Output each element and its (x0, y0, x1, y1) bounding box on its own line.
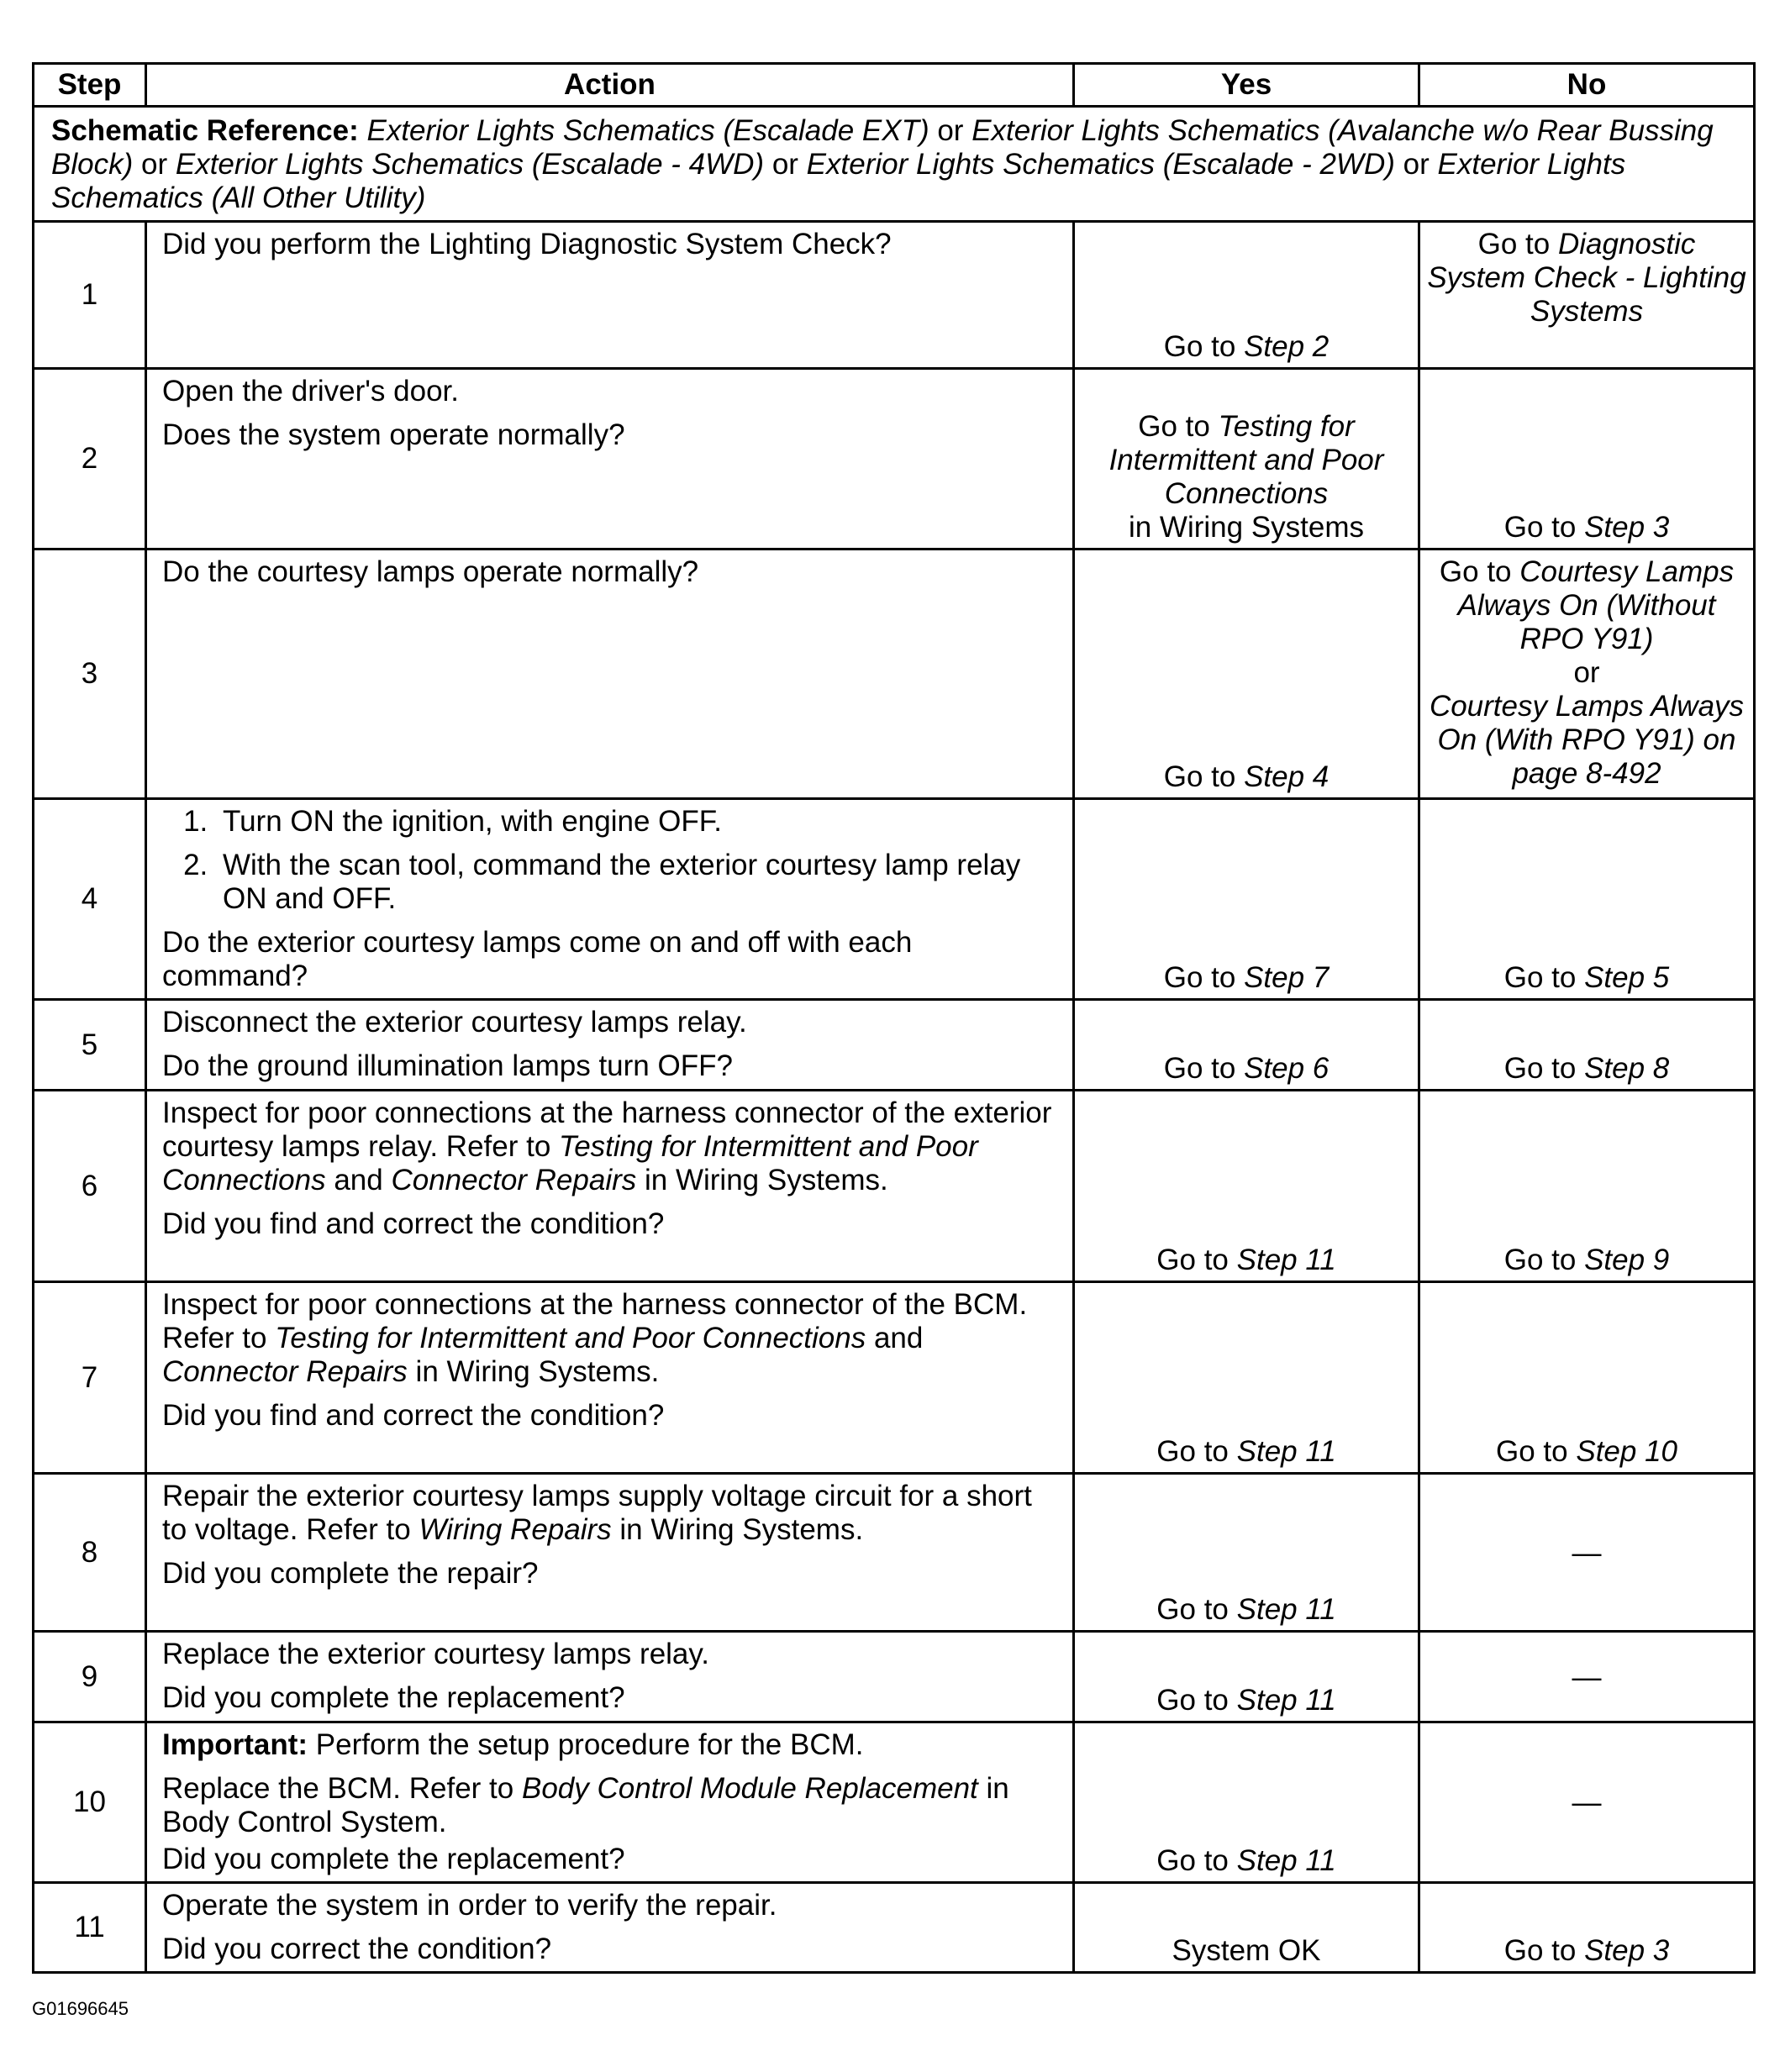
reference-link[interactable]: Testing for Intermittent and Poor Connections (275, 1322, 866, 1354)
goto-text: Go to (1163, 330, 1236, 363)
step-number: 3 (34, 550, 146, 799)
step-row-5 (34, 1000, 1755, 1091)
step-row-8 (34, 1474, 1755, 1632)
no-cell: — (1419, 1722, 1755, 1883)
no-link[interactable]: Diagnostic System Check - Lighting Systems (1427, 228, 1746, 328)
goto-text: Go to (1156, 1593, 1229, 1626)
yes-link[interactable]: Testing for Intermittent and Poor Connections (1108, 410, 1384, 510)
header-yes: Yes (1074, 64, 1419, 107)
no-cell (1419, 369, 1755, 550)
action-text-part: Repair the exterior courtesy lamps supply voltage circuit for a short to voltage. Refer to (162, 1480, 1032, 1546)
schematic-link[interactable]: Exterior Lights Schematics (Escalade EXT) (366, 114, 929, 147)
step-row-4 (34, 799, 1755, 1000)
step-action (146, 1000, 1074, 1091)
action-question: Do the ground illumination lamps turn OFF? (162, 1049, 733, 1082)
diagnostic-document (32, 62, 1753, 1974)
no-link[interactable]: Step 10 (1576, 1435, 1677, 1468)
yes-link[interactable]: Step 11 (1236, 1684, 1336, 1717)
yes-suffix: in Wiring Systems (1128, 511, 1365, 544)
or-text: or (771, 148, 798, 181)
yes-link[interactable]: Step 2 (1244, 330, 1330, 363)
important-text: Perform the setup procedure for the BCM. (315, 1728, 864, 1761)
schematic-reference (34, 107, 1755, 222)
step-action (146, 1722, 1074, 1883)
action-text (162, 1772, 1061, 1839)
goto-text: Go to (1156, 1844, 1229, 1877)
yes-cell (1074, 1000, 1419, 1091)
step-row-9 (34, 1632, 1755, 1722)
step-row-11 (34, 1883, 1755, 1973)
goto-text: Go to (1496, 1435, 1568, 1468)
action-question: Do the exterior courtesy lamps come on and off with each command? (162, 926, 913, 992)
yes-cell (1074, 799, 1419, 1000)
goto-text: Go to (1163, 760, 1236, 793)
goto-text: Go to (1163, 1052, 1236, 1085)
action-text (162, 1288, 1061, 1389)
step-action (146, 1883, 1074, 1973)
action-question: Does the system operate normally? (162, 418, 625, 451)
step-number: 8 (34, 1474, 146, 1632)
yes-link[interactable]: Step 6 (1244, 1052, 1330, 1085)
step-row-6 (34, 1091, 1755, 1282)
step-action (146, 369, 1074, 550)
action-text-part: Replace the BCM. Refer to (162, 1772, 514, 1805)
action-text-part: in Wiring Systems. (645, 1164, 888, 1196)
no-cell (1419, 1282, 1755, 1474)
step-number: 9 (34, 1632, 146, 1722)
goto-text: Go to (1439, 555, 1512, 588)
action-text: Disconnect the exterior courtesy lamps relay. (162, 1006, 747, 1039)
and-text: and (334, 1164, 383, 1196)
goto-text: Go to (1156, 1244, 1229, 1276)
action-text-part: in Body Control System. (162, 1772, 1009, 1838)
no-link[interactable]: Step 9 (1584, 1244, 1670, 1276)
action-text-part: in Wiring Systems. (415, 1355, 660, 1388)
yes-cell (1074, 1474, 1419, 1632)
action-text (162, 1480, 1061, 1547)
yes-link[interactable]: Step 11 (1236, 1435, 1336, 1468)
goto-text: Go to (1503, 1244, 1577, 1276)
schematic-link[interactable]: Exterior Lights Schematics (All Other Utility) (51, 148, 1626, 214)
action-question: Did you complete the repair? (162, 1557, 539, 1590)
step-action (146, 1632, 1074, 1722)
reference-link[interactable]: Connector Repairs (162, 1355, 408, 1388)
no-cell (1419, 1091, 1755, 1282)
no-cell (1419, 1000, 1755, 1091)
reference-link[interactable]: Body Control Module Replacement (521, 1772, 978, 1805)
header-step: Step (34, 64, 146, 107)
step-action (146, 1091, 1074, 1282)
action-text: Operate the system in order to verify the repair. (162, 1889, 777, 1922)
no-link[interactable]: Courtesy Lamps Always On (Without RPO Y91) (1457, 555, 1735, 655)
step-action (146, 1282, 1074, 1474)
action-text: Did you perform the Lighting Diagnostic System Check? (162, 228, 892, 260)
yes-link[interactable]: Step 7 (1244, 961, 1330, 994)
step-number: 7 (34, 1282, 146, 1474)
yes-link[interactable]: Step 11 (1236, 1244, 1336, 1276)
action-question: Did you complete the replacement? (162, 1843, 625, 1875)
no-link[interactable]: Step 8 (1584, 1052, 1670, 1085)
step-row-1 (34, 222, 1755, 369)
goto-text: Go to (1163, 961, 1236, 994)
step-number: 1 (34, 222, 146, 369)
schematic-label: Schematic Reference: (51, 114, 359, 147)
no-cell (1419, 799, 1755, 1000)
yes-cell (1074, 369, 1419, 550)
goto-text: Go to (1156, 1684, 1229, 1717)
action-question: Did you find and correct the condition? (162, 1207, 665, 1240)
and-text: and (873, 1322, 924, 1354)
yes-cell (1074, 222, 1419, 369)
action-question: Did you complete the replacement? (162, 1681, 625, 1714)
goto-text: Go to (1503, 961, 1577, 994)
or-text: or (1573, 656, 1600, 689)
step-number: 4 (34, 799, 146, 1000)
step-number: 11 (34, 1883, 146, 1973)
no-cell: — (1419, 1474, 1755, 1632)
goto-text: Go to (1503, 1052, 1577, 1085)
schematic-link[interactable]: Exterior Lights Schematics (Escalade - 2WD) (806, 148, 1395, 181)
action-list (162, 805, 1061, 916)
step-action (146, 1474, 1074, 1632)
or-text: or (937, 114, 964, 147)
or-text: or (140, 148, 168, 181)
figure-id: G01696645 (32, 1998, 129, 2019)
action-text: Open the driver's door. (162, 375, 459, 408)
important-note (162, 1728, 1061, 1762)
no-link[interactable]: Step 3 (1584, 511, 1670, 544)
action-list-item: 1. Turn ON the ignition, with engine OFF. (216, 805, 1061, 839)
action-question: Did you correct the condition? (162, 1933, 552, 1965)
important-label: Important: (162, 1728, 308, 1761)
step-row-7 (34, 1282, 1755, 1474)
step-action (146, 799, 1074, 1000)
schematic-link[interactable]: Exterior Lights Schematics (Escalade - 4WD) (175, 148, 765, 181)
goto-text: Go to (1477, 228, 1551, 260)
step-row-3 (34, 550, 1755, 799)
yes-cell: System OK (1074, 1883, 1419, 1973)
or-text: or (1403, 148, 1430, 181)
action-question: Do the courtesy lamps operate normally? (162, 555, 699, 588)
yes-cell (1074, 1091, 1419, 1282)
action-text-part: in Wiring Systems. (619, 1513, 864, 1546)
action-question: Did you find and correct the condition? (162, 1399, 665, 1432)
yes-link[interactable]: Step 11 (1236, 1593, 1336, 1626)
reference-link[interactable]: Connector Repairs (391, 1164, 637, 1196)
step-action (146, 222, 1074, 369)
no-link[interactable]: Step 5 (1584, 961, 1670, 994)
yes-cell (1074, 1632, 1419, 1722)
goto-text: Go to (1138, 410, 1210, 443)
no-cell (1419, 550, 1755, 799)
step-number: 5 (34, 1000, 146, 1091)
goto-text: Go to (1156, 1435, 1229, 1468)
goto-text: Go to (1503, 1934, 1577, 1967)
header-no: No (1419, 64, 1755, 107)
no-cell: — (1419, 1632, 1755, 1722)
action-text: Replace the exterior courtesy lamps relay. (162, 1638, 710, 1670)
yes-cell (1074, 1282, 1419, 1474)
step-action (146, 550, 1074, 799)
action-text-part: Inspect for poor connections at the harness connector of the exterior courtesy lamps relay. Refer to (162, 1096, 1052, 1163)
step-row-10 (34, 1722, 1755, 1883)
reference-link[interactable]: Testing for Intermittent and Poor Connections (162, 1130, 978, 1196)
header-row (34, 64, 1755, 107)
goto-text: Go to (1503, 511, 1577, 544)
step-row-2 (34, 369, 1755, 550)
no-cell (1419, 222, 1755, 369)
no-link[interactable]: Step 3 (1584, 1934, 1670, 1967)
step-number: 10 (34, 1722, 146, 1883)
reference-link[interactable]: Wiring Repairs (419, 1513, 612, 1546)
no-link[interactable]: Courtesy Lamps Always On (With RPO Y91) on page 8-492 (1429, 690, 1745, 790)
header-action: Action (146, 64, 1074, 107)
action-text-part: Inspect for poor connections at the harness connector of the BCM. Refer to (162, 1288, 1028, 1354)
action-list-item: 2. With the scan tool, command the exterior courtesy lamp relay ON and OFF. (216, 849, 1061, 916)
yes-cell (1074, 1722, 1419, 1883)
schematic-row (34, 107, 1755, 222)
step-number: 2 (34, 369, 146, 550)
yes-link[interactable]: Step 4 (1244, 760, 1330, 793)
step-number: 6 (34, 1091, 146, 1282)
diagnostic-table (32, 62, 1756, 1974)
yes-link[interactable]: Step 11 (1236, 1844, 1336, 1877)
action-text (162, 1096, 1061, 1197)
schematic-link[interactable]: Exterior Lights Schematics (Avalanche w/o Rear Bussing Block) (51, 114, 1714, 181)
no-cell (1419, 1883, 1755, 1973)
yes-cell (1074, 550, 1419, 799)
